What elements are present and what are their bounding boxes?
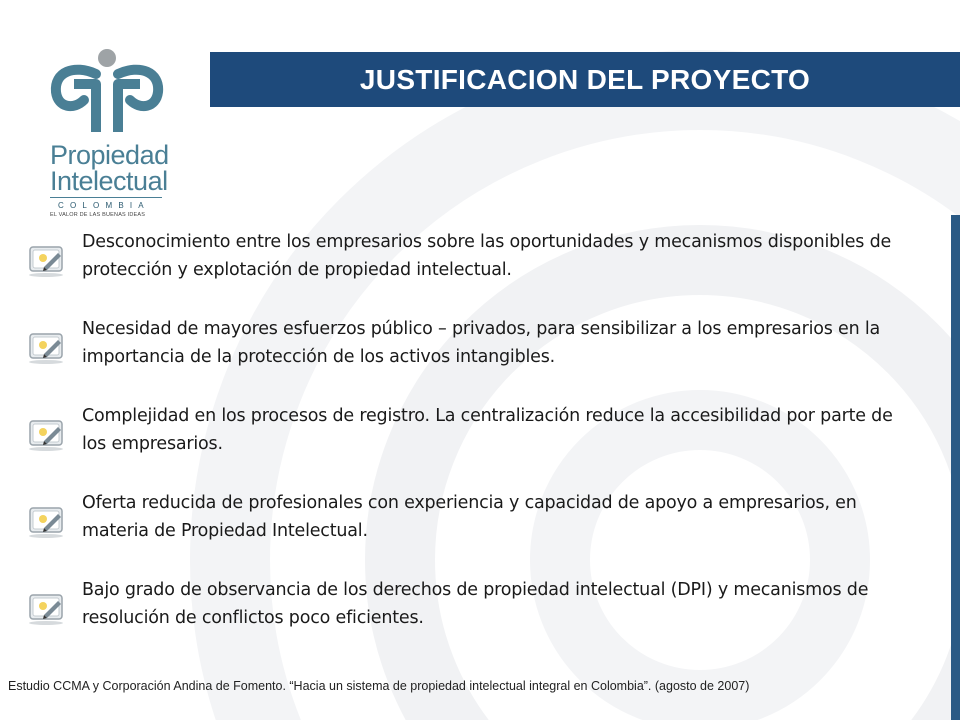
- list-item-text: Bajo grado de observancia de los derechos de propiedad intelectual (DPI) y mecanismos de resolución de conflictos poco eficientes.: [82, 580, 869, 628]
- right-accent-rule: [951, 215, 960, 720]
- logo: [44, 44, 184, 224]
- list-item: [20, 489, 930, 576]
- justification-list: [20, 228, 930, 663]
- list-item: [20, 576, 930, 663]
- list-item: [20, 402, 930, 489]
- list-item-text: Necesidad de mayores esfuerzos público – privados, para sensibilizar a los empresarios en la importancia de la protección de los activos intangibles.: [82, 319, 881, 367]
- logo-divider: [50, 197, 162, 198]
- list-item-text: Oferta reducida de profesionales con experiencia y capacidad de apoyo a empresarios, en materia de Propiedad Intelectual.: [82, 493, 857, 541]
- edit-document-icon: [24, 331, 68, 365]
- title-bar: [210, 52, 960, 107]
- source-citation: Estudio CCMA y Corporación Andina de Fomento. “Hacia un sistema de propiedad intelectual integral en Colombia”. (agosto de 2007): [8, 679, 750, 693]
- list-item: [20, 228, 930, 315]
- logo-text-line2: Intelectual: [50, 166, 168, 196]
- logo-country: COLOMBIA: [58, 201, 150, 210]
- edit-document-icon: [24, 418, 68, 452]
- slide-title: JUSTIFICACION DEL PROYECTO: [359, 63, 811, 95]
- list-item-text: Desconocimiento entre los empresarios sobre las oportunidades y mecanismos disponibles de protección y explotación de propiedad intelectual.: [82, 232, 892, 280]
- edit-document-icon: [24, 244, 68, 278]
- list-item-text: Complejidad en los procesos de registro. La centralización reduce la accesibilidad por parte de los empresarios.: [82, 406, 893, 454]
- edit-document-icon: [24, 505, 68, 539]
- logo-text-line1: Propiedad: [50, 140, 169, 170]
- list-item: [20, 315, 930, 402]
- logo-mark-icon: [44, 44, 170, 140]
- logo-tagline: EL VALOR DE LAS BUENAS IDEAS: [50, 212, 146, 218]
- edit-document-icon: [24, 592, 68, 626]
